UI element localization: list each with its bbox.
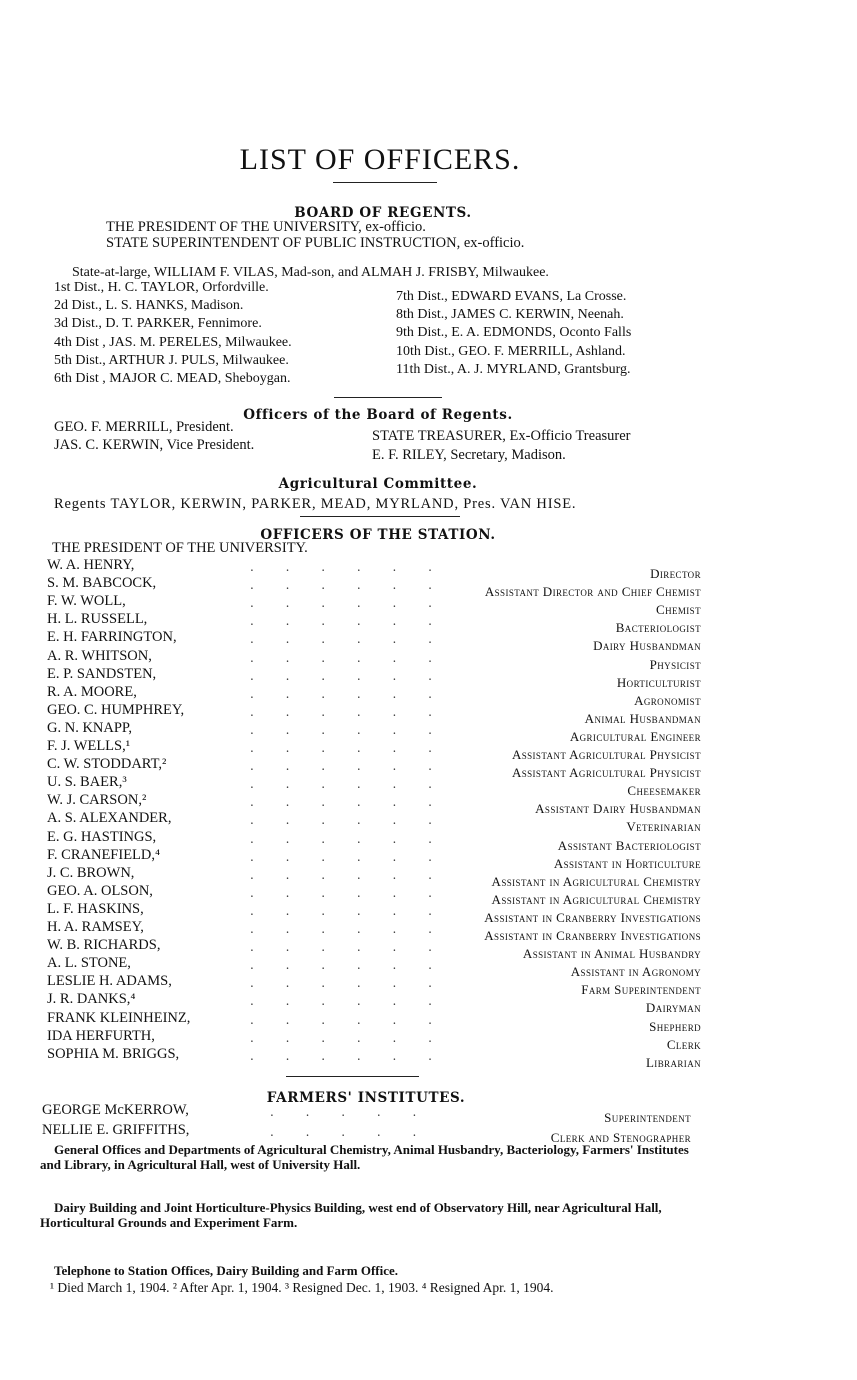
secretary-line: E. F. RILEY, Secretary, Madison. <box>372 447 566 463</box>
dot-leader: . . . . . . <box>250 596 446 611</box>
note-buildings: Dairy Building and Joint Horticulture-Physics Building, west end of Observatory Hill, near Agricultural Hall, Horticultural Grounds and Experiment Farm. <box>40 1200 662 1230</box>
dot-leader: . . . . . . <box>250 759 446 774</box>
officer-title: Veterinarian <box>626 819 701 835</box>
officer-title: Assistant Bacteriologist <box>557 837 701 853</box>
district-right-item: 10th Dist., GEO. F. MERRILL, Ashland. <box>396 343 626 359</box>
dot-leader: . . . . . . <box>250 867 446 882</box>
page-title: LIST OF OFFICERS. <box>239 143 521 176</box>
dot-leader: . . . . . . <box>250 1048 446 1063</box>
officer-title: Agronomist <box>634 692 701 708</box>
officer-name: W. B. RICHARDS, <box>47 937 161 954</box>
agri-heading: Agricultural Committee. <box>278 476 478 492</box>
officer-name: R. A. MOORE, <box>47 683 137 700</box>
officer-title: Dairyman <box>645 1000 701 1016</box>
vice-president-line: JAS. C. KERWIN, Vice President. <box>54 437 255 453</box>
officer-name: IDA HERFURTH, <box>47 1027 155 1044</box>
officer-title: Chemist <box>656 602 701 618</box>
dot-leader: . . . . . . <box>250 976 446 991</box>
officer-title: Dairy Husbandman <box>593 638 701 654</box>
institute-name: NELLIE E. GRIFFITHS, <box>42 1122 190 1138</box>
dot-leader: . . . . . . <box>250 813 446 828</box>
dot-leader: . . . . . . <box>250 578 446 593</box>
dot-leader: . . . . . . <box>250 994 446 1009</box>
station-heading: OFFICERS OF THE STATION. <box>260 527 496 543</box>
officer-title: Farm Superintendent <box>581 982 701 998</box>
institutes-heading: FARMERS' INSTITUTES. <box>266 1090 466 1106</box>
agri-rule <box>300 516 460 517</box>
dot-leader: . . . . . . <box>250 722 446 737</box>
officer-name: LESLIE H. ADAMS, <box>47 973 172 990</box>
state-at-large: State-at-large, WILLIAM F. VILAS, Mad-son, and ALMAH J. FRISBY, Milwaukee. <box>72 265 549 280</box>
title-rule <box>333 182 437 183</box>
dot-leader: . . . . . . <box>250 777 446 792</box>
dot-leader: . . . . . . <box>250 668 446 683</box>
officer-name: J. R. DANKS,⁴ <box>47 991 136 1008</box>
dot-leader: . . . . . . <box>250 922 446 936</box>
board-heading: BOARD OF REGENTS. <box>294 205 472 221</box>
dot-leader: . . . . . . <box>250 650 446 665</box>
district-left-item: 2d Dist., L. S. HANKS, Madison. <box>54 298 244 314</box>
station-president: THE PRESIDENT OF THE UNIVERSITY. <box>52 540 308 556</box>
district-left-item: 3d Dist., D. T. PARKER, Fennimore. <box>54 316 262 332</box>
note-offices: General Offices and Departments of Agricultural Chemistry, Animal Husbandry, Bacteriology, Farmers' Institutes and Library, in Agricultural Hall, west of University Hall. <box>40 1142 689 1172</box>
officer-name: L. F. HASKINS, <box>47 900 144 917</box>
officer-title: Assistant Director and Chief Chemist <box>484 584 701 600</box>
dot-leader: . . . . . . <box>250 831 446 846</box>
district-left-item: 4th Dist , JAS. M. PERELES, Milwaukee. <box>54 334 292 350</box>
officer-name: GEO. A. OLSON, <box>47 882 153 899</box>
dot-leader: . . . . . . <box>250 849 446 864</box>
dot-leader: . . . . . . <box>250 686 446 701</box>
officer-title: Assistant in Horticulture <box>553 855 701 871</box>
officer-title: Librarian <box>645 1054 701 1070</box>
officer-title: Assistant in Cranberry Investigations <box>484 909 701 925</box>
officer-title: Assistant Agricultural Physicist <box>511 747 701 762</box>
institute-title: Superintendent <box>604 1110 691 1125</box>
dot-leader: . . . . . . <box>250 560 446 574</box>
district-left-item: 6th Dist , MAJOR C. MEAD, Sheboygan. <box>54 371 291 386</box>
dot-leader: . . . . . . <box>250 940 446 955</box>
dot-leader: . . . . . <box>270 1105 431 1119</box>
district-left-item: 1st Dist., H. C. TAYLOR, Orfordville. <box>54 280 269 295</box>
institute-name: GEORGE McKERROW, <box>42 1102 189 1118</box>
officer-title: Assistant in Animal Husbandry <box>522 946 701 962</box>
board-line-2: STATE SUPERINTENDENT OF PUBLIC INSTRUCTION, ex-officio. <box>106 235 525 251</box>
officer-name: U. S. BAER,³ <box>47 774 127 791</box>
officer-title: Clerk <box>666 1036 701 1052</box>
officer-title: Animal Husbandman <box>584 710 701 726</box>
officer-name: H. L. RUSSELL, <box>47 611 148 628</box>
dot-leader: . . . . . . <box>250 704 446 719</box>
treasurer-line: STATE TREASURER, Ex-Officio Treasurer <box>372 428 631 444</box>
dot-leader: . . . . . . <box>250 1030 446 1045</box>
board-officers-heading: Officers of the Board of Regents. <box>243 407 513 423</box>
officer-name: A. S. ALEXANDER, <box>47 810 172 827</box>
footnotes: ¹ Died March 1, 1904. ² After Apr. 1, 1904. ³ Resigned Dec. 1, 1903. ⁴ Resigned Apr. 1, 1904. <box>50 1280 554 1295</box>
officer-title: Shepherd <box>649 1018 701 1034</box>
officer-title: Horticulturist <box>616 674 701 690</box>
officer-name: E. P. SANDSTEN, <box>47 665 157 682</box>
officer-title: Physicist <box>649 656 701 672</box>
officer-name: H. A. RAMSEY, <box>47 919 144 935</box>
dot-leader: . . . . . . <box>250 958 446 973</box>
officer-name: F. J. WELLS,¹ <box>47 738 131 754</box>
officer-name: F. W. WOLL, <box>47 593 126 610</box>
officer-title: Assistant Agricultural Physicist <box>511 765 701 781</box>
president-line: GEO. F. MERRILL, President. <box>54 419 234 435</box>
institute-title: Clerk and Stenographer <box>550 1130 691 1145</box>
officer-title: Assistant in Agronomy <box>570 964 701 980</box>
officer-name: F. CRANEFIELD,⁴ <box>47 846 161 863</box>
board-officers-rule <box>334 397 442 398</box>
district-right-item: 8th Dist., JAMES C. KERWIN, Neenah. <box>396 307 624 323</box>
district-right-item: 9th Dist., E. A. EDMONDS, Oconto Falls <box>396 325 632 341</box>
dot-leader: . . . . . . <box>250 795 446 810</box>
officer-title: Agricultural Engineer <box>569 728 701 744</box>
officer-title: Assistant in Agricultural Chemistry <box>491 873 701 889</box>
dot-leader: . . . . . . <box>250 614 446 629</box>
dot-leader: . . . . . . <box>250 741 446 755</box>
dot-leader: . . . . . . <box>250 632 446 647</box>
district-right-item: 11th Dist., A. J. MYRLAND, Grantsburg. <box>396 361 631 377</box>
officer-title: Bacteriologist <box>615 620 701 636</box>
district-left-item: 5th Dist., ARTHUR J. PULS, Milwaukee. <box>54 352 289 368</box>
officer-title: Assistant in Agricultural Chemistry <box>491 891 701 907</box>
officer-name: A. L. STONE, <box>47 955 131 972</box>
dot-leader: . . . . . . <box>250 1012 446 1027</box>
dot-leader: . . . . . . <box>250 885 446 900</box>
officer-title: Cheesemaker <box>627 783 701 799</box>
dot-leader: . . . . . <box>270 1125 431 1139</box>
officer-name: S. M. BABCOCK, <box>47 575 157 592</box>
officer-name: J. C. BROWN, <box>47 864 135 881</box>
officer-title: Director <box>650 566 701 581</box>
officer-name: E. H. FARRINGTON, <box>47 629 177 646</box>
note-telephone: Telephone to Station Offices, Dairy Building and Farm Office. <box>54 1263 399 1278</box>
officer-name: FRANK KLEINHEINZ, <box>47 1009 191 1026</box>
officer-name: G. N. KNAPP, <box>47 719 133 736</box>
board-line-1: THE PRESIDENT OF THE UNIVERSITY, ex-officio. <box>106 219 426 235</box>
officer-title: Assistant in Cranberry Investigations <box>484 928 701 943</box>
officer-name: A. R. WHITSON, <box>47 647 152 664</box>
officer-name: E. G. HASTINGS, <box>47 828 157 845</box>
officer-name: W. J. CARSON,² <box>47 792 147 809</box>
officer-name: GEO. C. HUMPHREY, <box>47 701 185 718</box>
officer-name: SOPHIA M. BRIGGS, <box>47 1045 180 1062</box>
district-right-item: 7th Dist., EDWARD EVANS, La Crosse. <box>396 289 627 304</box>
agri-line: Regents TAYLOR, KERWIN, PARKER, MEAD, MYRLAND, Pres. VAN HISE. <box>54 496 577 512</box>
dot-leader: . . . . . . <box>250 903 446 918</box>
officer-title: Assistant Dairy Husbandman <box>535 801 701 817</box>
station-rule <box>286 1076 419 1077</box>
officer-name: W. A. HENRY, <box>47 557 135 573</box>
officer-name: C. W. STODDART,² <box>47 756 167 773</box>
